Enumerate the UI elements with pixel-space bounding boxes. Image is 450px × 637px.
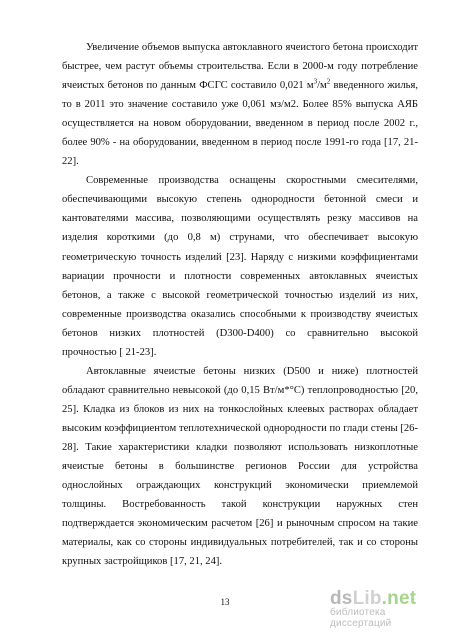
superscript-2: 2 bbox=[326, 77, 331, 86]
document-body bbox=[62, 38, 418, 571]
watermark bbox=[330, 588, 440, 629]
logo-net: .net bbox=[381, 588, 417, 609]
paragraph-3: Автоклавные ячеистые бетоны низких (D500 и ниже) плотностей обладают сравнительно невысокой (до 0,15 Вт/м*°С) теплопроводностью [20, 25]. Кладка из блоков из них на тонкослойных клеевых растворах обладает высоким коэффициентом теплотехнической однородности по глади стены [26-28]. Такие характеристики кладки позволяют использовать низкоплотные ячеистые бетоны в большинстве регионов России для устройства однослойных ограждающих конструкций экономически приемлемой толщины. Востребованность такой конструкции наружных стен подтверждается экономическим расчетом [26] и рыночным спросом на такие материалы, как со стороны индивидуальных потребителей, так и со стороны крупных застройщиков [17, 21, 24]. bbox=[62, 365, 418, 568]
watermark-tagline: библиотека диссертаций bbox=[330, 607, 392, 629]
paragraph-2: Современные производства оснащены скоростными смесителями, обеспечивающими высокую степень однородности бетонной смеси и кантователями массива, позволяющими осуществлять резку массивов на изделия короткими (до 0,8 м) струнами, что обеспечивает высокую геометрическую точность изделий [23]. Наряду с низкими коэффициентами вариации прочности и плотности современных автоклавных ячеистых бетонов, а также с высокой геометрической точностью изделий из них, современные производства оказались способными к производству ячеистых бетонов низких плотностей (D300-D400) со сравнительно высокой прочностью [ 21-23]. bbox=[62, 175, 418, 358]
paragraph-1-text-mid: /м bbox=[317, 80, 327, 92]
logo-lib: Lib bbox=[352, 588, 382, 609]
paragraph-1 bbox=[62, 38, 418, 171]
page-number: 13 bbox=[220, 597, 230, 607]
superscript-3: 3 bbox=[313, 77, 318, 86]
paragraph-1-text-start: Увеличение объемов выпуска автоклавного ячеистого бетона происходит быстрее, чем растут объемы строительства. Если в 2000-м году потребление ячеистых бетонов по данным ФСГС составило 0,021 м bbox=[62, 42, 418, 92]
paragraph-1-text-end: введенного жилья, то в 2011 это значение составило уже 0,061 мз/м2. Более 85% выпуска АЯБ осуществляется на новом оборудовании, введенном в период после 2002 г., более 90% - на оборудовании, введенном в период после 1991-го года [17, 21-22]. bbox=[62, 80, 418, 168]
logo-ds: ds bbox=[330, 588, 353, 609]
